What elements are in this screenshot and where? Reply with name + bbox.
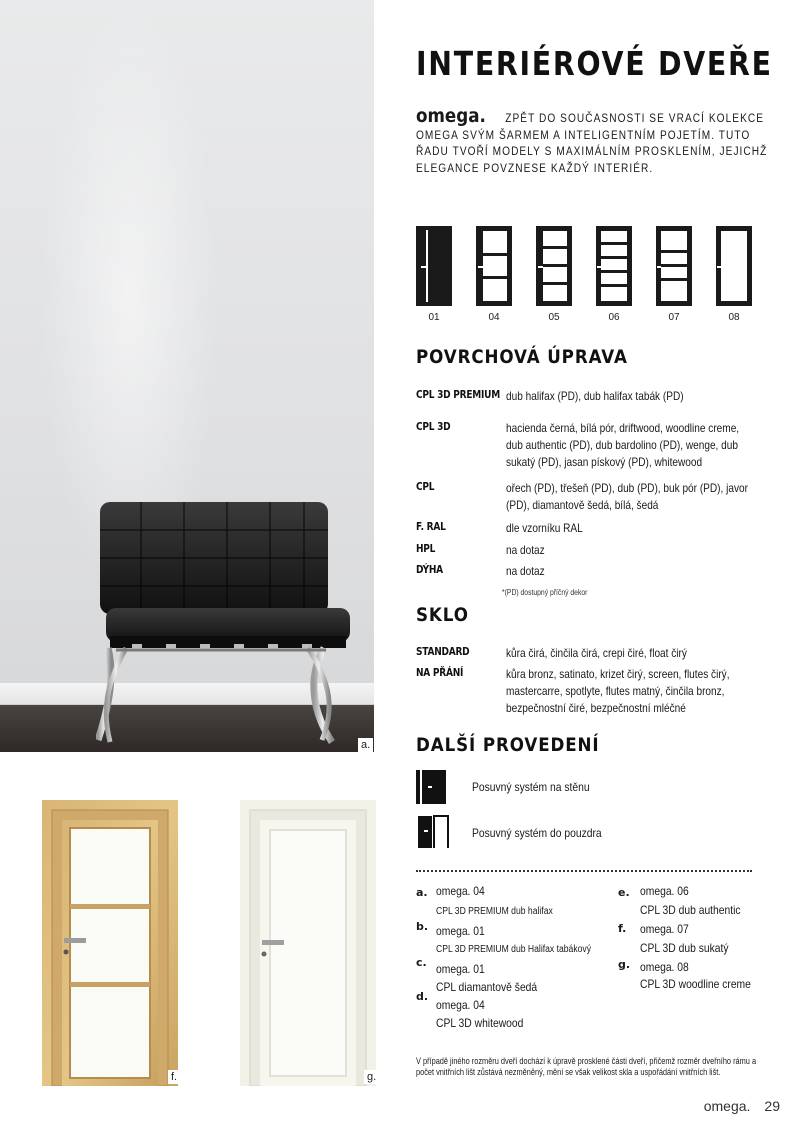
dimension-footnote: V případě jiného rozměru dveří dochází k úpravě prosklené části dveří, přičemž rozměr dveřního rámu a počet vnitřních lišt zůstává nezměněný, mění se však velikost skla a uspořádání vnitřních lišt. — [416, 1056, 757, 1077]
door-photo-white — [240, 800, 376, 1086]
surface-key: DÝHA — [416, 563, 443, 576]
glass-value: kůra bronz, satinato, krizet čirý, screen, flutes čirý, mastercarre, spotlyte, flutes matný, činčila bronz, bezpečnostní čiré, bezpečnostní mléčné — [506, 667, 730, 715]
legend-right — [618, 884, 778, 1004]
model-08 — [716, 226, 752, 323]
legend-name: omega. 04 — [436, 884, 485, 898]
legend-letter: g. — [618, 958, 631, 971]
model-07 — [656, 226, 692, 323]
model-01 — [416, 226, 452, 323]
surface-key: CPL — [416, 480, 435, 493]
model-04 — [476, 226, 512, 323]
footer-brand: omega. — [703, 1098, 751, 1114]
door-photo-oak — [42, 800, 178, 1086]
photo-label-a: a. — [358, 738, 373, 752]
legend-desc: CPL 3D whitewood — [436, 1016, 524, 1030]
legend-name: omega. 04 — [436, 998, 485, 1012]
legend-name: omega. 08 — [640, 960, 689, 974]
legend-letter: f. — [618, 922, 627, 935]
surface-value: na dotaz — [506, 543, 545, 557]
legend-desc: CPL 3D PREMIUM dub Halifax tabákový — [436, 944, 592, 955]
model-number: 04 — [488, 312, 500, 323]
intro-brand: omega. — [416, 105, 486, 127]
surface-value: dub halifax (PD), dub halifax tabák (PD) — [506, 389, 684, 403]
sliding-pocket-icon — [416, 812, 450, 850]
photo-label-f: f. — [168, 1070, 180, 1084]
model-number: 05 — [548, 312, 560, 323]
legend-desc: CPL 3D woodline creme — [640, 977, 751, 991]
legend-letter: e. — [618, 886, 630, 899]
model-icons — [416, 226, 756, 326]
sliding-pocket-label: Posuvný systém do pouzdra — [472, 826, 602, 840]
surface-key: HPL — [416, 542, 436, 555]
sliding-pocket-option — [416, 812, 602, 855]
page-title: INTERIÉROVÉ DVEŘE — [416, 44, 773, 83]
leather-chair-image — [96, 500, 358, 750]
legend-desc: CPL 3D dub authentic — [640, 903, 741, 917]
legend-letter: a. — [416, 886, 428, 899]
hero-photo-chair — [0, 0, 374, 752]
glass-heading: SKLO — [416, 604, 469, 626]
model-number: 01 — [428, 312, 440, 323]
surface-value: dle vzorníku RAL — [506, 521, 583, 535]
dotted-divider — [416, 870, 752, 872]
glass-key: NA PŘÁNÍ — [416, 666, 464, 679]
model-05 — [536, 226, 572, 323]
surface-key: CPL 3D PREMIUM — [416, 388, 500, 401]
other-heading: DALŠÍ PROVEDENÍ — [416, 734, 600, 756]
model-number: 07 — [668, 312, 680, 323]
sliding-wall-option — [416, 768, 590, 811]
intro-paragraph — [416, 105, 768, 177]
sliding-wall-icon — [416, 768, 450, 806]
legend-desc: CPL diamantově šedá — [436, 980, 538, 994]
pd-note: *(PD) dostupný příčný dekor — [502, 588, 588, 597]
model-06 — [596, 226, 632, 323]
legend-desc: CPL 3D dub sukatý — [640, 941, 729, 955]
surface-value: ořech (PD), třešeň (PD), dub (PD), buk pór (PD), javor (PD), diamantově šedá, bílá, šedá — [506, 481, 748, 512]
surface-value: na dotaz — [506, 564, 545, 578]
legend-name: omega. 06 — [640, 884, 689, 898]
model-number: 08 — [728, 312, 740, 323]
legend-name: omega. 01 — [436, 924, 485, 938]
legend-letter: b. — [416, 920, 429, 933]
photo-label-g: g. — [364, 1070, 379, 1084]
glass-key: STANDARD — [416, 645, 470, 658]
surface-heading: POVRCHOVÁ ÚPRAVA — [416, 346, 628, 368]
model-number: 06 — [608, 312, 620, 323]
sliding-wall-label: Posuvný systém na stěnu — [472, 780, 590, 794]
legend-name: omega. 01 — [436, 962, 485, 976]
surface-value: hacienda černá, bílá pór, driftwood, woodline creme, dub authentic (PD), dub bardolino (PD), wenge, dub sukatý (PD), jasan pískový (PD), whitewood — [506, 421, 740, 469]
glass-value: kůra čirá, činčila čirá, crepi čiré, float čirý — [506, 646, 687, 660]
legend-desc: CPL 3D PREMIUM dub halifax — [436, 906, 553, 917]
surface-key: CPL 3D — [416, 420, 451, 433]
legend-name: omega. 07 — [640, 922, 689, 936]
page-number: 29 — [764, 1098, 780, 1114]
legend-letter: d. — [416, 990, 429, 1003]
surface-key: F. RAL — [416, 520, 446, 533]
page-footer — [704, 1098, 780, 1114]
legend-letter: c. — [416, 956, 427, 969]
legend-left — [416, 884, 606, 1034]
intro-text: ZPĚT DO SOUČASNOSTI SE VRACÍ KOLEKCE OMEGA SVÝM ŠARMEM A INTELIGENTNÍM POJETÍM. TUTO ŘADU TVOŘÍ MODELY S MAXIMÁLNÍM PROSKLENÍM, JEJICHŽ ELEGANCE POVZNESE KAŽDÝ INTERIÉR. — [416, 113, 768, 175]
